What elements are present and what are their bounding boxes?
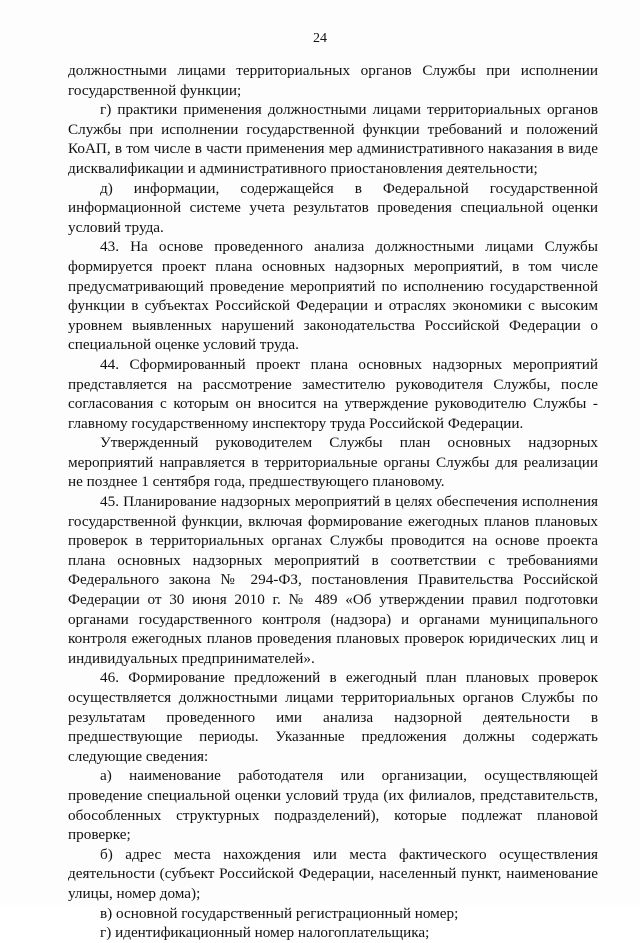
paragraph-46: 46. Формирование предложений в ежегодный план плановых проверок осуществляется должностными лицами территориальных органов Службы по результатам проведенного ими анализа надзорной деятельности в предшествующие периоды. Указанные предложения должны содержать следующие сведения:	[68, 669, 598, 765]
page-number: 24	[313, 31, 327, 46]
paragraph-44: 44. Сформированный проект плана основных надзорных мероприятий представляется на рассмотрение заместителю руководителя Службы, после согласования с которым он вносится на утверждение руководителю Службы - главному государственному инспектору труда Российской Федерации.	[68, 355, 598, 432]
paragraph-43: 43. На основе проведенного анализа должностными лицами Службы формируется проект плана основных надзорных мероприятий, в том числе предусматривающий проведение мероприятий по исполнению государственной функции в субъектах Российской Федерации и отраслях экономики с высоким уровнем выявленных нарушений законодательства Российской Федерации о специальной оценке условий труда.	[68, 238, 598, 354]
paragraph-approved-plan: Утвержденный руководителем Службы план основных надзорных мероприятий направляется в территориальные органы Службы для реализации не позднее 1 сентября года, предшествующего плановому.	[68, 434, 598, 491]
list-item-v-ogrn: в) основной государственный регистрационный номер;	[100, 904, 459, 922]
paragraph-continuation: должностными лицами территориальных органов Службы при исполнении государственной функции;	[68, 62, 598, 99]
list-item-d-information: д) информации, содержащейся в Федеральной государственной информационной системе учета результатов проведения специальной оценки условий труда.	[68, 179, 598, 236]
list-item-b-address: б) адрес места нахождения или места фактического осуществления деятельности (субъект Российской Федерации, населенный пункт, наименование улицы, номер дома);	[68, 845, 598, 902]
list-item-a-name: а) наименование работодателя или организации, осуществляющей проведение специальной оценки условий труда (их филиалов, представительств, обособленных структурных подразделений), которые подлежат плановой проверке;	[68, 767, 598, 844]
document-body	[68, 61, 598, 943]
list-item-g-inn: г) идентификационный номер налогоплательщика;	[100, 924, 430, 942]
list-item-g-practice: г) практики применения должностными лицами территориальных органов Службы при исполнении государственной функции требований и положений КоАП, в том числе в части применения мер административного наказания в виде дисквалификации и административного приостановления деятельности;	[68, 101, 598, 177]
paragraph-45: 45. Планирование надзорных мероприятий в целях обеспечения исполнения государственной функции, включая формирование ежегодных планов плановых проверок в территориальных органах Службы проводится на основе проекта плана основных надзорных мероприятий в соответствии с требованиями Федерального закона № 294-ФЗ, постановления Правительства Российской Федерации от 30 июня 2010 г. № 489 «Об утверждении правил подготовки органами государственного контроля (надзора) и органами муниципального контроля ежегодных планов проведения плановых проверок юридических лиц и индивидуальных предпринимателей».	[68, 493, 598, 667]
